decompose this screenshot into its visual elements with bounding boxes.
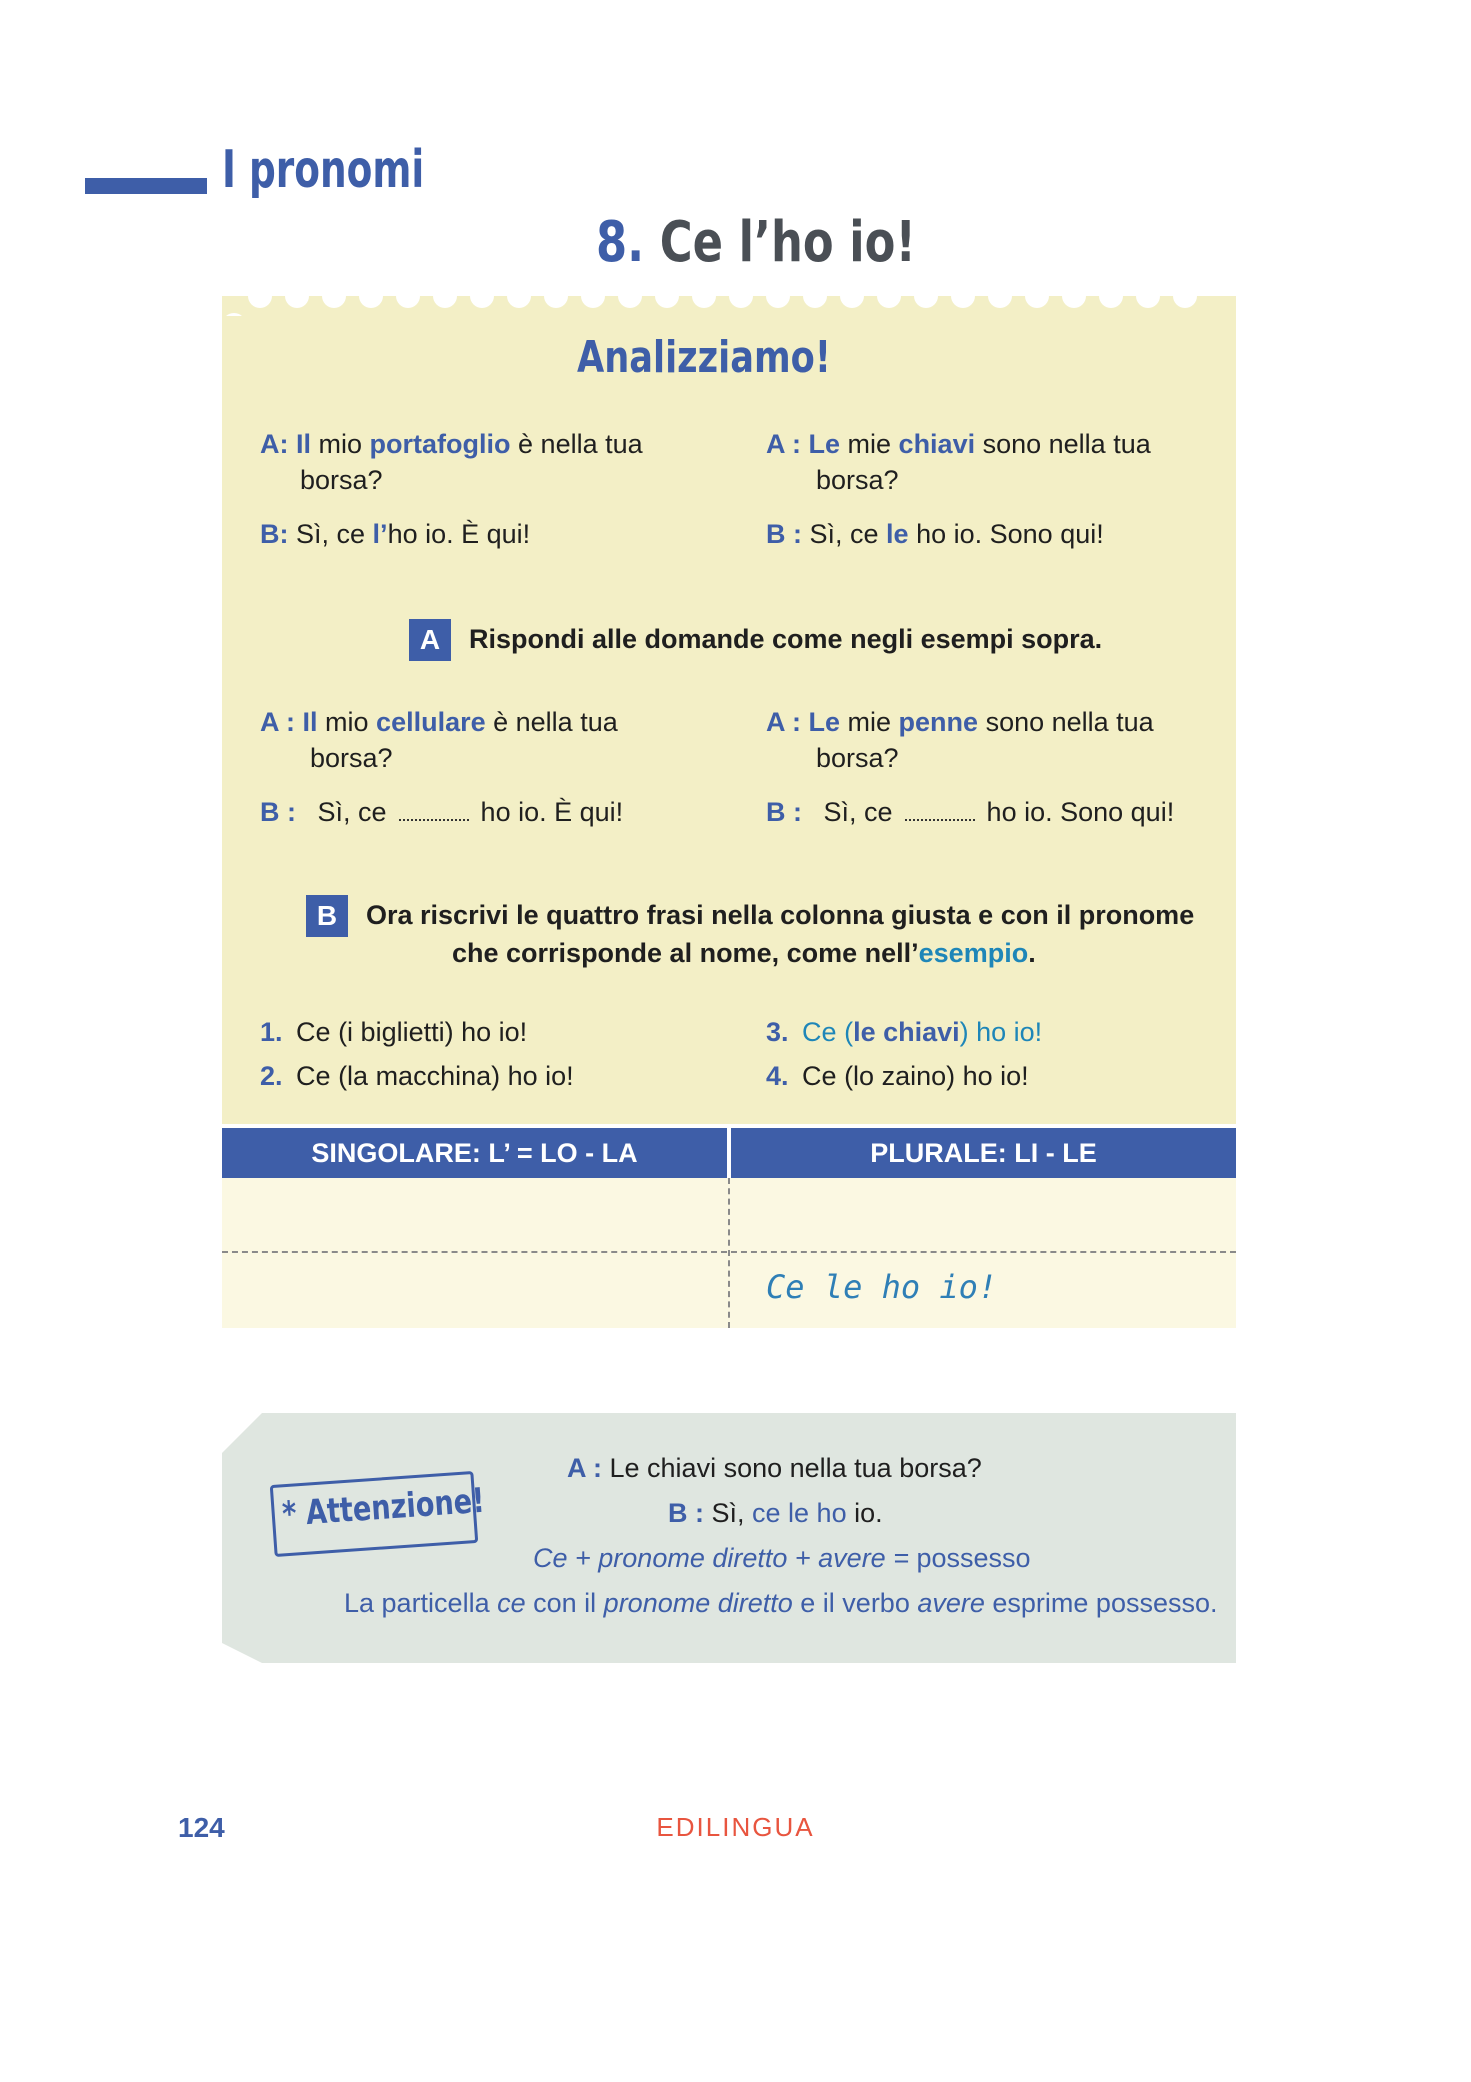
exercise-b-instruction-line1: Ora riscrivi le quattro frasi nella colonna giusta e con il pronome: [366, 900, 1195, 930]
cell-plural-1[interactable]: [731, 1178, 1236, 1250]
item-text: Ce (la macchina) ho io!: [296, 1061, 574, 1091]
text: Ce (: [802, 1017, 854, 1047]
speaker-label: B :: [668, 1498, 704, 1528]
publisher-logo: EDILINGUA: [656, 1812, 815, 1842]
noun: chiavi: [898, 429, 976, 459]
text: ce: [497, 1588, 526, 1618]
article: Le: [808, 707, 841, 737]
text: Sì,: [704, 1498, 753, 1528]
speaker-label: B:: [260, 519, 289, 549]
item-number: 3.: [766, 1017, 789, 1047]
speaker-label: A :: [766, 429, 801, 459]
exercise-a-badge: A: [409, 619, 451, 661]
pronoun: le: [886, 519, 909, 549]
text: che corrisponde al nome, come nell’: [452, 938, 919, 968]
page-number: 124: [178, 1812, 225, 1843]
item-text: Ce (lo zaino) ho io!: [802, 1061, 1029, 1091]
example-left-a-line2: borsa?: [300, 465, 383, 495]
formula-result: possesso: [916, 1543, 1031, 1573]
text: .: [1028, 938, 1036, 968]
noun: le chiavi: [853, 1017, 960, 1047]
text: ho io. È qui!: [387, 519, 531, 549]
exercise-b-instruction-line2: [452, 938, 1036, 969]
text: e il verbo: [792, 1588, 918, 1618]
article: Il: [302, 707, 318, 737]
cell-singular-1[interactable]: [222, 1178, 727, 1250]
panel-heading-text: Analizziamo!: [576, 332, 831, 383]
item-number: 2.: [260, 1061, 283, 1091]
text: mio: [317, 707, 377, 737]
list-item-4: [766, 1058, 1029, 1094]
attention-stamp-text: * Attenzione!: [280, 1480, 486, 1535]
list-item-3: [766, 1014, 1042, 1050]
text: mio: [311, 429, 370, 459]
pronoun: l’: [372, 519, 388, 549]
example-right-a-line2: borsa?: [816, 465, 899, 495]
text: con il: [525, 1588, 604, 1618]
text: ) ho io!: [959, 1017, 1043, 1047]
speaker-label: B :: [260, 797, 296, 827]
scalloped-edge: [222, 296, 1236, 316]
text: ho io. È qui!: [480, 797, 624, 827]
exercise-a-left-b: [260, 794, 623, 830]
text: sono nella tua: [975, 429, 1151, 459]
exercise-a-left-a-line2: borsa?: [310, 743, 393, 773]
article: Il: [296, 429, 312, 459]
text: mie: [840, 707, 899, 737]
attention-rule: [344, 1585, 1218, 1621]
text: Sì, ce: [317, 797, 387, 827]
item-text: Ce (i biglietti) ho io!: [296, 1017, 528, 1047]
text: è nella tua: [485, 707, 618, 737]
text: Sì, ce: [823, 797, 893, 827]
exercise-a-instruction: Rispondi alle domande come negli esempi sopra.: [469, 624, 1103, 654]
text: esprime possesso.: [984, 1588, 1218, 1618]
formula: Ce + pronome diretto + avere =: [533, 1543, 917, 1573]
item-text: [802, 1017, 1042, 1047]
speaker-label: A :: [766, 707, 801, 737]
text: ho io. Sono qui!: [908, 519, 1104, 549]
list-item-2: [260, 1058, 574, 1094]
noun: cellulare: [376, 707, 486, 737]
attention-line-a: [567, 1450, 982, 1486]
exercise-a-right-a: [766, 704, 1154, 740]
answer-blank[interactable]: [399, 801, 469, 821]
item-number: 4.: [766, 1061, 789, 1091]
speaker-label: B :: [766, 797, 802, 827]
title-text: Ce l’ho io!: [659, 210, 916, 275]
example-left-b: [260, 516, 530, 552]
cell-singular-2[interactable]: [222, 1253, 727, 1328]
exercise-a-right-a-line2: borsa?: [816, 743, 899, 773]
exercise-a-right-b: [766, 794, 1174, 830]
text: è nella tua: [510, 429, 643, 459]
speaker-label: B :: [766, 519, 802, 549]
list-item-1: [260, 1014, 527, 1050]
highlight: ce le ho: [752, 1498, 847, 1528]
text: Le chiavi sono nella tua borsa?: [602, 1453, 982, 1483]
exercise-b-badge: B: [306, 895, 348, 937]
section-title: I pronomi: [222, 140, 425, 200]
speaker-label: A :: [567, 1453, 602, 1483]
item-number: 1.: [260, 1017, 283, 1047]
text: Sì, ce: [296, 519, 373, 549]
example-right-b: [766, 516, 1104, 552]
text: sono nella tua: [978, 707, 1154, 737]
text: avere: [917, 1588, 985, 1618]
example-answer: Ce le ho io!: [766, 1268, 998, 1306]
column-header-singular: SINGOLARE: L’ = LO - LA: [222, 1128, 727, 1178]
speaker-label: A:: [260, 429, 289, 459]
text: io.: [846, 1498, 883, 1528]
noun: penne: [898, 707, 979, 737]
page-title: [596, 210, 916, 275]
title-number: 8.: [596, 210, 645, 275]
attention-formula: [533, 1540, 1031, 1576]
answer-blank[interactable]: [905, 801, 975, 821]
panel-heading: [0, 332, 1471, 383]
example-left-a: [260, 426, 643, 462]
speaker-label: A :: [260, 707, 295, 737]
text: pronome diretto: [603, 1588, 793, 1618]
text: mie: [840, 429, 899, 459]
example-link: esempio: [918, 938, 1029, 968]
text: La particella: [344, 1588, 498, 1618]
header-bar: [85, 178, 207, 194]
exercise-a-left-a: [260, 704, 618, 740]
column-header-plural: PLURALE: LI - LE: [731, 1128, 1236, 1178]
article: Le: [808, 429, 841, 459]
noun: portafoglio: [369, 429, 511, 459]
example-right-a: [766, 426, 1151, 462]
text: ho io. Sono qui!: [986, 797, 1175, 827]
column-divider: [728, 1178, 730, 1328]
text: Sì, ce: [809, 519, 887, 549]
attention-line-b: [668, 1495, 883, 1531]
